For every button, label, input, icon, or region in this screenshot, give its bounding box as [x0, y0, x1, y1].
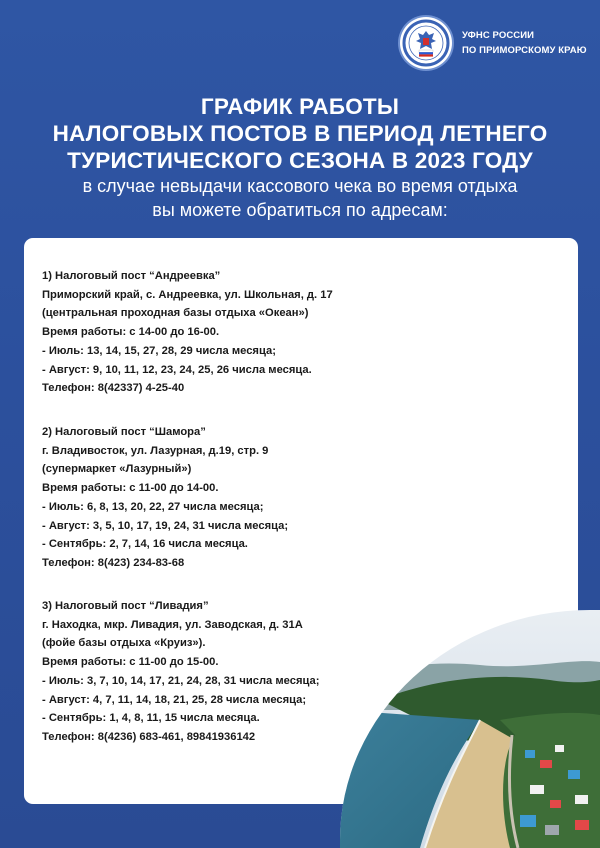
post-location: (супермаркет «Лазурный») [42, 463, 192, 476]
post-address: г. Владивосток, ул. Лазурная, д.19, стр. 9 [42, 444, 269, 457]
subtitle-line2: вы можете обратиться по адресам: [152, 200, 448, 220]
post-dates-august: - Август: 9, 10, 11, 12, 23, 24, 25, 26 числа месяца. [42, 363, 312, 376]
post-hours: Время работы: с 14-00 до 16-00. [42, 326, 220, 339]
fns-eagle-emblem-icon [400, 17, 452, 69]
post-dates-july: - Июль: 13, 14, 15, 27, 28, 29 числа месяца; [42, 344, 276, 357]
post-hours: Время работы: с 11-00 до 15-00. [42, 656, 219, 669]
post-hours: Время работы: с 11-00 до 14-00. [42, 482, 219, 495]
post-location: (фойе базы отдыха «Круиз»). [42, 637, 206, 650]
org-name [462, 28, 587, 58]
post-address: Приморский край, с. Андреевка, ул. Школьная, д. 17 [42, 288, 333, 301]
title-block [0, 93, 600, 222]
post-heading: 3) Налоговый пост “Ливадия” [42, 600, 209, 612]
org-line2: ПО ПРИМОРСКОМУ КРАЮ [462, 45, 587, 56]
title-line1: ГРАФИК РАБОТЫ [200, 94, 400, 119]
post-phone: Телефон: 8(423) 234-83-68 [42, 556, 185, 569]
post-dates-september: - Сентябрь: 2, 7, 14, 16 числа месяца. [42, 538, 248, 551]
post-andreevka [42, 267, 333, 398]
post-shamora [42, 423, 288, 573]
title-line3: ТУРИСТИЧЕСКОГО СЕЗОНА В 2023 ГОДУ [67, 148, 533, 173]
post-phone: Телефон: 8(4236) 683-461, 89841936142 [42, 730, 256, 743]
post-phone: Телефон: 8(42337) 4-25-40 [42, 382, 185, 395]
post-dates-july: - Июль: 3, 7, 10, 14, 17, 21, 24, 28, 31 числа месяца; [42, 674, 320, 687]
post-heading: 2) Налоговый пост “Шамора” [42, 426, 206, 438]
post-dates-august: - Август: 3, 5, 10, 17, 19, 24, 31 числа месяца; [42, 519, 289, 532]
org-line1: УФНС РОССИИ [462, 30, 535, 41]
header-logo [400, 17, 587, 69]
post-livadiya [42, 597, 319, 747]
post-address: г. Находка, мкр. Ливадия, ул. Заводская, д. 31А [42, 618, 303, 631]
post-dates-july: - Июль: 6, 8, 13, 20, 22, 27 числа месяца; [42, 500, 264, 513]
post-location: (центральная проходная базы отдыха «Океан») [42, 307, 309, 320]
title-line2: НАЛОГОВЫХ ПОСТОВ В ПЕРИОД ЛЕТНЕГО [52, 121, 548, 146]
post-dates-august: - Август: 4, 7, 11, 14, 18, 21, 25, 28 числа месяца; [42, 693, 307, 706]
post-heading: 1) Налоговый пост “Андреевка” [42, 270, 221, 282]
post-dates-september: - Сентябрь: 1, 4, 8, 11, 15 числа месяца. [42, 712, 260, 725]
subtitle-line1: в случае невыдачи кассового чека во время отдыха [82, 176, 518, 196]
